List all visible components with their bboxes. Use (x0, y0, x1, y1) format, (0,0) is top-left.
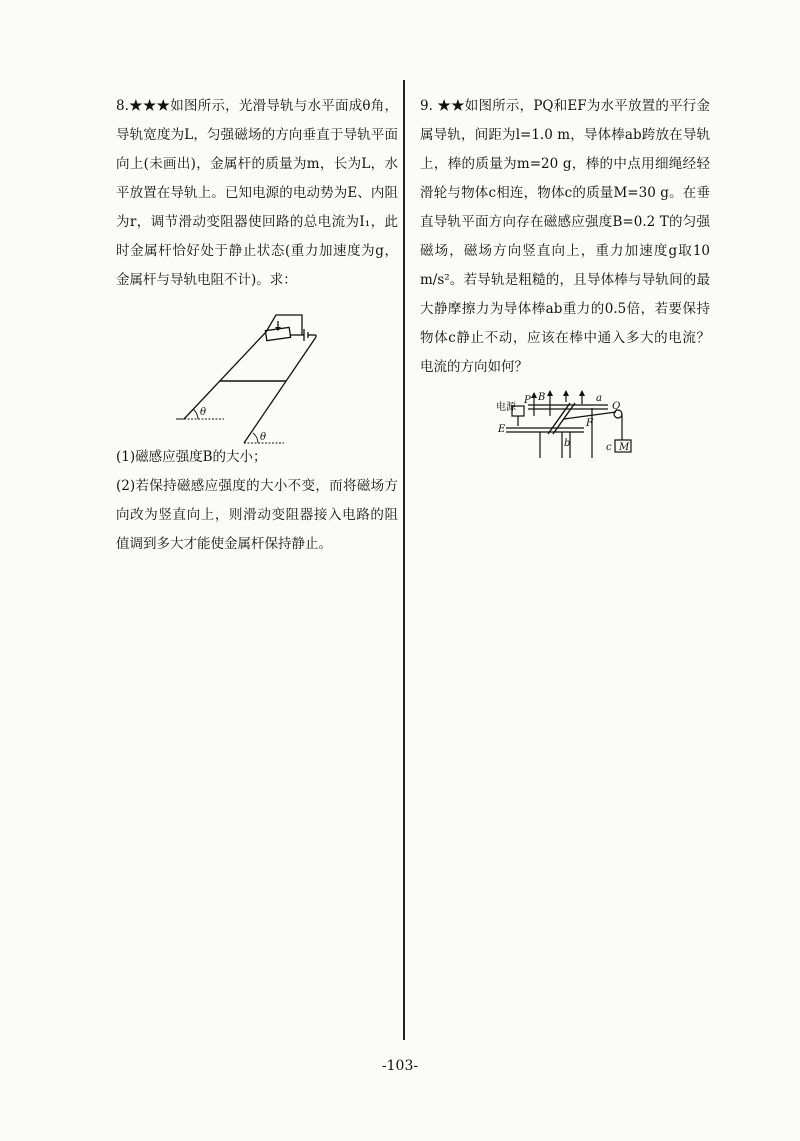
problem-9 (420, 92, 710, 470)
power-label: 电源 (496, 402, 516, 413)
label-M: M (619, 442, 630, 453)
label-c: c (606, 442, 612, 453)
label-E: E (498, 424, 506, 435)
inclined-rails-figure (116, 295, 398, 443)
problem-8-question-2: (2)若保持磁感应强度的大小不变，而将磁场方向改为竖直向上，则滑动变阻器接入电路的阻值调到多大才能使金属杆保持静止。 (116, 478, 398, 552)
label-a: a (596, 393, 602, 404)
problem-8 (116, 92, 398, 559)
problem-9-text: 9. ★★如图所示，PQ和EF为水平放置的平行金属导轨，间距为l=1.0 m，导体棒ab跨放在导轨上，棒的质量为m=20 g，棒的中点用细绳经轻滑轮与物体c相连，物体c的质量M=30 g。在垂直导轨平面方向存在磁感应强度B=0.2 T的匀强磁场，磁场方向竖直向上，重力加速度g取10 m/s²。若导轨是粗糙的，且导体棒与导轨间的最大静摩擦力为导体棒ab重力的0.5倍，若要保持物体c静止不动，应该在棒中通入多大的电流？电流的方向如何？ (420, 98, 710, 375)
page-number: -103- (381, 1058, 419, 1074)
label-Q: Q (612, 401, 621, 412)
horizontal-rails-figure (420, 390, 710, 470)
label-B: B (538, 392, 546, 403)
left-rail (184, 332, 266, 419)
angle-label-1: θ (200, 407, 207, 418)
label-P: P (524, 395, 531, 406)
problem-8-question-1: (1)磁感应强度B的大小； (116, 449, 267, 465)
problem-8-text: 8.★★★如图所示，光滑导轨与水平面成θ角，导轨宽度为L，匀强磁场的方向垂直于导轨平面向上(未画出)，金属杆的质量为m，长为L，水平放置在导轨上。已知电源的电动势为E、内阻为r，调节滑动变阻器使回路的总电流为I₁，此时金属杆恰好处于静止状态(重力加速度为g，金属杆与导轨电阻不计)。求： (116, 98, 398, 288)
right-rail (244, 337, 316, 443)
label-F: F (586, 418, 593, 429)
label-b: b (564, 438, 571, 449)
angle-label-2: θ (260, 432, 267, 443)
column-divider (403, 80, 405, 1040)
circuit (265, 315, 316, 341)
